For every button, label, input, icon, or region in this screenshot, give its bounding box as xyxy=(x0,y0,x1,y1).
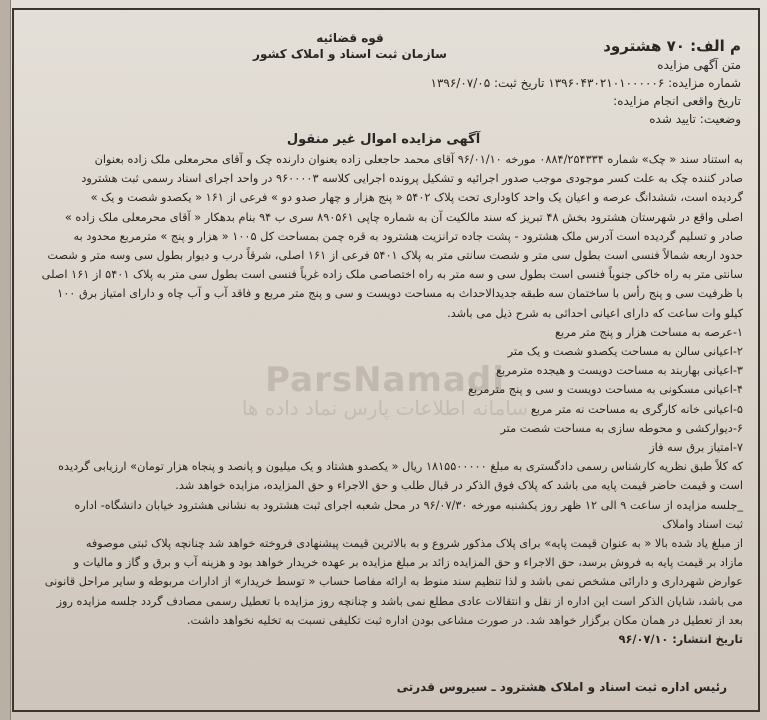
text-line: به استناد سند « چک» شماره ۰۸۸۴/۲۵۴۳۳۴ مورخه ۹۶/۰۱/۱۰ آقای محمد حاجعلی زاده بعنوان دارنده چک و آقای محرمعلی ملک زاده بعنوان xyxy=(94,153,743,166)
publish-date: تاریخ انتشار: ۹۶/۰۷/۱۰ xyxy=(618,633,743,647)
ad-type: متن آگهی مزایده xyxy=(657,58,741,72)
status-label: وضعیت: تایید شده xyxy=(649,112,741,126)
text-line: از مبلغ یاد شده بالا « به عنوان قیمت پایه» برای پلاک مذکور شروع و به بالاترین قیمت پیشنهادی فروخته خواهد شد چنانچه پلاک ثبتی موصوفه xyxy=(85,537,743,551)
watermark-logo: ParsNamadi xyxy=(265,360,505,400)
file-info: شماره مزایده: ۱۳۹۶۰۴۳۰۲۱۰۱۰۰۰۰۰۶ تاریخ ثبت: ۱۳۹۶/۰۷/۰۵ xyxy=(430,76,741,90)
property-items-list xyxy=(25,323,743,457)
list-item: ۶-دیوارکشی و محوطه سازی به مساحت شصت متر xyxy=(500,421,743,435)
text-line: اصلی واقع در شهرستان هشترود بخش ۴۸ تبریز که سند مالکیت آن به شماره چاپی ۸۹۰۵۶۱ سری ب ۹۴ بنام بدهکار « آقای محرمعلی ملک زاده » xyxy=(64,210,743,224)
text-line: با ظرفیت سی و پنج رأس با ساختمان سه طبقه جدیدالاحداث به مساحت دویست و سی و پنج متر مربع و فاقد آب و آب چاه و دارای امتیاز برق ۱۰۰ xyxy=(57,287,743,301)
text-line: ثبت اسناد واملاک xyxy=(662,517,743,531)
text-line: گردیده است، ششدانگ عرصه و اعیان یک واحد کاوداری تحت پلاک ۵۴۰۲ « پنج هزار و چهار صدو دو » فرعی از ۱۶۱ « یکصدو شصت و یک » xyxy=(90,191,743,205)
ad-meta xyxy=(361,36,741,128)
text-line: صادر و تسلیم گردیده است آدرس ملک هشترود - پشت جاده ترانزیت هشترود به قره چمن بمساحت کل ۱۰۰۵ « هزار و پنج » مترمربع محدود به xyxy=(73,229,743,243)
text-line: است و قیمت حاضر قیمت پایه می باشد که پلاک فوق الذکر در قبال طلب و حق الاجراء و حق المزایده، مزایده خواهد شد. xyxy=(175,479,743,493)
signature-line: رئیس اداره ثبت اسناد و املاک هشترود ـ سیروس قدرتی xyxy=(396,680,727,694)
document-title: آگهی مزایده اموال غیر منقول xyxy=(286,132,481,147)
text-line: که کلاً طبق نظریه کارشناس رسمی دادگستری به مبلغ ۱۸۱۵۵۰۰۰۰۰ ریال « یکصدو هشتاد و یک میلیون و پانصد و پنجاه هزار تومان» ارزیابی گردیده xyxy=(58,460,743,474)
text-line: کیلو وات ساعت که دارای اعیانی احداثی به شرح ذیل می باشد. xyxy=(447,306,743,320)
list-item: ۵-اعیانی خانه کارگری به مساحت نه متر مربع xyxy=(530,402,743,416)
auction-date-label: تاریخ واقعی انجام مزایده: xyxy=(613,94,741,108)
text-line: سانتی متر به راه خاکی جنوباً فنسی است بطول سی و سه متر به راه اختصاصی ملک زاده غرباً فنسی است بطول سی متر به پلاک ۵۴۰۱ از ۱۶۱ اصلی xyxy=(41,268,743,282)
paragraph-2 xyxy=(25,457,743,534)
organization-label: سازمان ثبت اسناد و املاک کشور xyxy=(253,47,447,61)
adjacent-page-edge xyxy=(0,0,11,720)
watermark-subtext: سامانه اطلاعات پارس نماد داده ها xyxy=(241,396,529,420)
text-line: می باشد، شایان الذکر است این اداره از نقل و انتقالات عادی مطلع نمی باشد و چنانچه روز مزایده با تعطیل رسمی مصادف گردد جلسه مزایده روز xyxy=(56,594,743,608)
paragraph-1 xyxy=(25,150,743,323)
text-line: صادر کننده چک به علت کسر موجودی موجب صدور اجرائیه و تشکیل پرونده اجرایی کلاسه ۹۶۰۰۰۰۳ در واحد اجرای اسناد رسمی ثبت هشترود xyxy=(81,172,743,186)
list-item: ۲-اعیانی سالن به مساحت یکصدو شصت و یک متر xyxy=(507,345,743,359)
text-line: _جلسه مزایده از ساعت ۹ الی ۱۲ ظهر روز یکشنبه مورخه ۹۶/۰۷/۳۰ در محل شعبه اجرای ثبت هشترود به نشانی هشترود خیابان دانشگاه- اداره xyxy=(74,498,743,512)
paragraph-3 xyxy=(25,534,743,630)
list-item: ۷-امتیاز برق سه فاز xyxy=(649,441,743,455)
list-item: ۴-اعیانی مسکونی به مساحت دویست و سی و پنج مترمربع xyxy=(468,383,743,397)
list-item: ۳-اعیانی بهاربند به مساحت دویست و هیجده مترمربع xyxy=(495,364,743,378)
text-line: مازاد بر قیمت پایه به فروش برسد، حق الاجراء و حق المزایده زائد بر مبلغ مزایده بر عهده خریدار خواهد بود و هزینه آب و برق و گاز و مالیات و xyxy=(73,556,743,570)
text-line: عوارض شهرداری و دارائی مشخص نمی باشد و لذا تنظیم سند منوط به ارائه مفاصا حساب « توسط خریدار» از ادارات مربوطه و سایر مراحل قانونی xyxy=(44,575,743,589)
ad-number: م الف: ۷۰ هشترود xyxy=(603,37,741,55)
list-item: ۱-عرصه به مساحت هزار و پنج متر مربع xyxy=(555,325,743,339)
text-line: حدود اربعه شمالاً فنسی است بطول سی متر و شصت سانتی متر به پلاک ۵۴۰۱ فرعی از ۱۶۱ اصلی، شرقاً درب و دیوار بطول سی وسه متر و شصت xyxy=(47,249,743,263)
text-line: بعد از تعطیل در همان مکان برگزار خواهد شد. در صورت مشاعی بودن اداره ثبت تکلیفی نسبت به تخلیه نخواهد داشت. xyxy=(186,613,743,627)
judiciary-label: قوه قضائیه xyxy=(316,31,384,45)
ad-body xyxy=(25,150,743,649)
